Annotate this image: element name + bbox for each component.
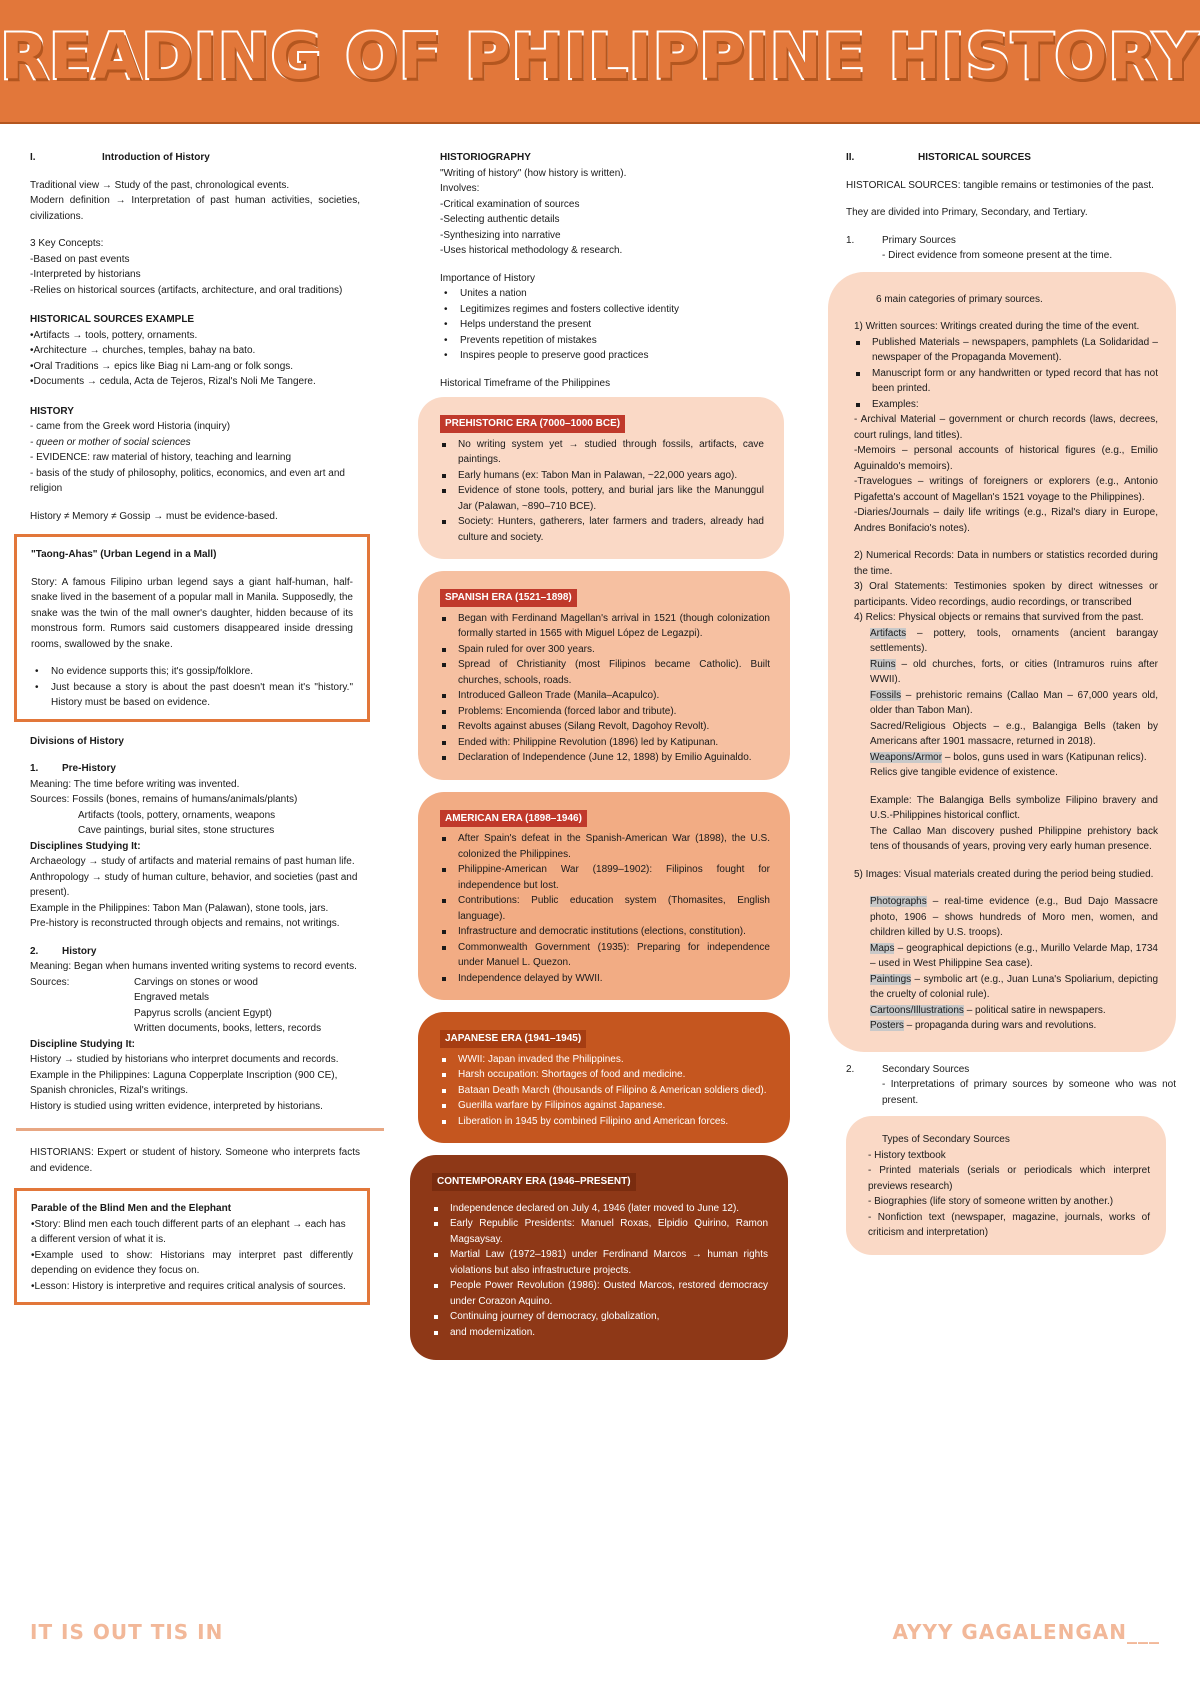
era-item: After Spain's defeat in the Spanish-American War (1898), the U.S. colonized the Philippines. bbox=[440, 831, 770, 862]
prehistory-number: 1. bbox=[30, 763, 39, 774]
written-item: Published Materials – newspapers, pamphlets (La Solidaridad – newspaper of the Propaganda Movement). bbox=[854, 335, 1158, 366]
era-item: Ended with: Philippine Revolution (1896) led by Katipunan. bbox=[440, 735, 770, 751]
era-item: Independence delayed by WWII. bbox=[440, 971, 770, 987]
written-example: -Diaries/Journals – daily life writings (e.g., Rizal's diary in Europe, Andres Bonifacio's notes). bbox=[854, 507, 1158, 534]
era-item: Spain ruled for over 300 years. bbox=[440, 642, 770, 658]
history-example: Example in the Philippines: Laguna Copperplate Inscription (900 CE), Spanish chronicles, Rizal's writings. bbox=[30, 1069, 338, 1096]
key-concept: -Relies on historical sources (artifacts, architecture, and oral traditions) bbox=[30, 284, 343, 296]
era-item: Began with Ferdinand Magellan's arrival in 1521 (though colonization formally started in 1565 with Miguel López de Legazpi). bbox=[440, 611, 770, 642]
era-label: AMERICAN ERA (1898–1946) bbox=[440, 810, 587, 828]
prehistory-meaning: Meaning: The time before writing was invented. bbox=[30, 778, 240, 790]
history-point: - EVIDENCE: raw material of history, teaching and learning bbox=[30, 452, 292, 463]
primary-definition: - Direct evidence from someone present at the time. bbox=[882, 250, 1113, 261]
importance-item: • Prevents repetition of mistakes bbox=[440, 333, 812, 349]
era-label: CONTEMPORARY ERA (1946–PRESENT) bbox=[432, 1173, 636, 1191]
prehistory-discipline: Archaeology → study of artifacts and material remains of past human life. bbox=[30, 856, 355, 867]
relic-text: – prehistoric remains (Callao Man – 67,000 years old, older than Tabon Man). bbox=[870, 689, 1158, 716]
written-example: -Memoirs – personal accounts of historical figures (e.g., Emilio Aguinaldo's memoirs). bbox=[854, 445, 1158, 472]
written-example: - Archival Material – government or church records (laws, decrees, court rulings, land titles). bbox=[854, 414, 1158, 441]
era-item: Evidence of stone tools, pottery, and burial jars like the Manunggul Jar (Palawan, ~890–710 BCE). bbox=[440, 483, 764, 514]
key-concepts-title: 3 Key Concepts: bbox=[30, 238, 104, 249]
era-item: People Power Revolution (1986): Ousted Marcos, restored democracy under Corazon Aquino. bbox=[432, 1278, 768, 1309]
secondary-heading bbox=[846, 1062, 1176, 1078]
era-item: Liberation in 1945 by combined Filipino and American forces. bbox=[440, 1114, 770, 1130]
era-item: Independence declared on July 4, 1946 (later moved to June 12). bbox=[432, 1201, 768, 1217]
source-example: •Documents → cedula, Acta de Tejeros, Rizal's Noli Me Tangere. bbox=[30, 376, 316, 387]
key-concept: -Interpreted by historians bbox=[30, 269, 141, 280]
section-number: I. bbox=[30, 152, 36, 163]
categories-title: 6 main categories of primary sources. bbox=[876, 293, 1043, 305]
relic-item bbox=[870, 657, 1158, 688]
image-item bbox=[870, 1018, 1158, 1034]
relic-text: – old churches, forts, or cities (Intramuros ruins after WWII). bbox=[870, 658, 1158, 685]
prehistoric-era-card bbox=[418, 397, 784, 559]
written-item: Examples: bbox=[854, 397, 1158, 413]
legend-point: • Just because a story is about the past doesn't mean it's "history." History must be based on evidence. bbox=[31, 680, 353, 711]
image-item bbox=[870, 1003, 1158, 1019]
prehistory-reconstruction: Pre-history is reconstructed through objects and remains, not writings. bbox=[30, 918, 340, 929]
prehistory-heading bbox=[30, 761, 360, 777]
footer-left-text: IT IS OUT TIS IN bbox=[30, 1620, 224, 1644]
prehistory-title: Pre-History bbox=[62, 763, 116, 774]
japanese-era-card bbox=[418, 1012, 790, 1143]
column-historical-sources bbox=[846, 150, 1176, 1255]
written-example: -Travelogues – writings of foreigners or explorers (e.g., Antonio Pigafetta's account of Magellan's 1521 voyage to the Philippines). bbox=[854, 476, 1158, 503]
contemporary-era-card bbox=[410, 1155, 788, 1360]
memory-note: History ≠ Memory ≠ Gossip → must be evidence-based. bbox=[30, 510, 278, 522]
history-title: HISTORY bbox=[30, 405, 74, 417]
relic-item bbox=[870, 719, 1158, 750]
era-item: Society: Hunters, gatherers, later farmers and traders, already had culture and society. bbox=[440, 514, 764, 545]
image-item bbox=[870, 972, 1158, 1003]
importance-item: • Inspires people to preserve good practices bbox=[440, 348, 812, 364]
section-heading-introduction bbox=[30, 150, 360, 166]
urban-legend-box bbox=[14, 534, 370, 722]
history-sources-label: Sources: bbox=[30, 976, 70, 988]
era-item: Harsh occupation: Shortages of food and medicine. bbox=[440, 1067, 770, 1083]
historiography-item: -Synthesizing into narrative bbox=[440, 229, 561, 241]
numerical-records: 2) Numerical Records: Data in numbers or statistics recorded during the time. bbox=[854, 550, 1158, 577]
title-banner bbox=[0, 0, 1200, 124]
image-label: Photographs bbox=[870, 896, 927, 907]
historiography-title: HISTORIOGRAPHY bbox=[440, 152, 531, 163]
era-item: Declaration of Independence (June 12, 1898) by Emilio Aguinaldo. bbox=[440, 750, 770, 766]
historians-definition: HISTORIANS: Expert or student of history. Someone who interprets facts and evidence. bbox=[30, 1147, 360, 1174]
prehistory-example: Example in the Philippines: Tabon Man (Palawan), stone tools, jars. bbox=[30, 902, 329, 914]
era-item: Bataan Death March (thousands of Filipino & American soldiers died). bbox=[440, 1083, 770, 1099]
relics: 4) Relics: Physical objects or remains that survived from the past. bbox=[854, 612, 1144, 623]
historiography-item: -Critical examination of sources bbox=[440, 198, 580, 210]
importance-item: • Legitimizes regimes and fosters collective identity bbox=[440, 302, 812, 318]
relic-item bbox=[870, 688, 1158, 719]
secondary-type: - Printed materials (serials or periodicals which interpret previews research) bbox=[868, 1165, 1150, 1192]
section-number: II. bbox=[846, 152, 855, 163]
era-label: SPANISH ERA (1521–1898) bbox=[440, 589, 577, 607]
importance-title: Importance of History bbox=[440, 272, 536, 284]
footer-right-text: AYYY GAGALENGAN___ bbox=[892, 1620, 1160, 1644]
legend-story: Story: A famous Filipino urban legend says a giant half-human, half-snake lived in the basement of a popular mall in Manila. Supposedly, the snake was the twin of the mall owner's daughter, hidden because of its monstrous form. Rumors said customers disappeared inside dressing rooms, swallowed by the snake. bbox=[31, 576, 353, 650]
parable-point: •Story: Blind men each touch different parts of an elephant → each has a different version of what it is. bbox=[31, 1218, 346, 1245]
era-item: Infrastructure and democratic institutions (elections, constitution). bbox=[440, 924, 770, 940]
history-division-title: History bbox=[62, 945, 97, 957]
relic-item bbox=[870, 750, 1158, 766]
parable-point: •Example used to show: Historians may interpret past differently depending on evidence they focus on. bbox=[31, 1249, 353, 1276]
traditional-view: Traditional view → Study of the past, chronological events. bbox=[30, 179, 290, 191]
relic-text: Sacred/Religious Objects – e.g., Balangiga Bells (taken by Americans after 1901 massacre, returned in 2018). bbox=[870, 720, 1158, 747]
historiography-item: -Selecting authentic details bbox=[440, 214, 560, 225]
era-item: Commonwealth Government (1935): Preparing for independence under Manuel L. Quezon. bbox=[440, 940, 770, 971]
timeline-title: Historical Timeframe of the Philippines bbox=[440, 377, 611, 389]
history-point: - basis of the study of philosophy, politics, economics, and even art and religion bbox=[30, 467, 345, 494]
era-item: and modernization. bbox=[432, 1325, 768, 1341]
source-example: •Artifacts → tools, pottery, ornaments. bbox=[30, 329, 198, 341]
history-note: History is studied using written evidence, interpreted by historians. bbox=[30, 1100, 323, 1112]
history-discipline-title: Discipline Studying It: bbox=[30, 1038, 136, 1050]
historical-sources-example-title: HISTORICAL SOURCES EXAMPLE bbox=[30, 314, 195, 325]
written-sources: 1) Written sources: Writings created during the time of the event. bbox=[854, 321, 1140, 332]
parable-title: Parable of the Blind Men and the Elephant bbox=[31, 1203, 232, 1214]
section-title: Introduction of History bbox=[102, 152, 210, 163]
legend-point: • No evidence supports this; it's gossip/folklore. bbox=[31, 664, 353, 680]
secondary-sources-box bbox=[846, 1116, 1166, 1255]
history-meaning: Meaning: Began when humans invented writing systems to record events. bbox=[30, 961, 357, 972]
parable-box bbox=[14, 1188, 370, 1305]
relic-example: The Callao Man discovery pushed Philippine prehistory back tens of thousands of years, proving very early human presence. bbox=[870, 825, 1158, 852]
primary-title: Primary Sources bbox=[882, 234, 956, 246]
era-label: PREHISTORIC ERA (7000–1000 BCE) bbox=[440, 415, 625, 433]
relic-item bbox=[870, 626, 1158, 657]
image-text: – political satire in newspapers. bbox=[963, 1004, 1106, 1016]
legend-title: "Taong-Ahas" (Urban Legend in a Mall) bbox=[31, 549, 217, 560]
relic-example: Example: The Balangiga Bells symbolize Filipino bravery and U.S.-Philippines historical conflict. bbox=[870, 794, 1158, 821]
era-item: Early humans (ex: Tabon Man in Palawan, ~22,000 years ago). bbox=[440, 468, 764, 484]
parable-point: •Lesson: History is interpretive and requires critical analysis of sources. bbox=[31, 1280, 346, 1292]
historiography-item: -Uses historical methodology & research. bbox=[440, 245, 623, 256]
history-source: Written documents, books, letters, records bbox=[134, 1023, 322, 1034]
section-divider bbox=[16, 1128, 384, 1131]
column-historiography bbox=[437, 150, 812, 1372]
image-item bbox=[870, 941, 1158, 972]
primary-sources-box bbox=[828, 272, 1176, 1052]
historiography-involves: Involves: bbox=[440, 183, 480, 194]
section-title: HISTORICAL SOURCES bbox=[918, 152, 1031, 163]
image-label: Paintings bbox=[870, 973, 912, 985]
secondary-type: - Nonfiction text (newspaper, magazine, journals, works of criticism and interpretation) bbox=[868, 1211, 1150, 1238]
source-example: •Oral Traditions → epics like Biag ni Lam-ang or folk songs. bbox=[30, 360, 294, 372]
images: 5) Images: Visual materials created during the period being studied. bbox=[854, 868, 1154, 880]
era-item: Continuing journey of democracy, globalization, bbox=[432, 1309, 768, 1325]
secondary-type: - Biographies (life story of someone written by another.) bbox=[868, 1196, 1114, 1207]
history-point: - came from the Greek word Historia (inquiry) bbox=[30, 421, 231, 432]
secondary-title: Secondary Sources bbox=[882, 1063, 970, 1075]
types-title: Types of Secondary Sources bbox=[882, 1134, 1010, 1145]
era-item: Early Republic Presidents: Manuel Roxas, Elpidio Quirino, Ramon Magsaysay. bbox=[432, 1216, 768, 1247]
prehistory-disciplines-title: Disciplines Studying It: bbox=[30, 840, 141, 852]
image-text: – geographical depictions (e.g., Murillo Velarde Map, 1734 – used in West Philippine Sea case). bbox=[870, 942, 1158, 969]
page-title: READING OF PHILIPPINE HISTORY bbox=[0, 20, 1200, 93]
history-source: Engraved metals bbox=[134, 992, 210, 1003]
image-item bbox=[870, 894, 1158, 941]
history-heading bbox=[30, 944, 360, 960]
section-heading-sources bbox=[846, 150, 1176, 166]
image-text: – propaganda during wars and revolutions. bbox=[903, 1020, 1097, 1031]
secondary-number: 2. bbox=[846, 1063, 855, 1075]
era-item: Contributions: Public education system (Thomasites, English language). bbox=[440, 893, 770, 924]
primary-heading bbox=[846, 233, 1176, 249]
written-item: Manuscript form or any handwritten or typed record that has not been printed. bbox=[854, 366, 1158, 397]
era-item: Spread of Christianity (most Filipinos became Catholic). Built churches, schools, roads. bbox=[440, 657, 770, 688]
key-concept: -Based on past events bbox=[30, 253, 130, 265]
history-number: 2. bbox=[30, 945, 39, 957]
history-point: - queen or mother of social sciences bbox=[30, 436, 191, 448]
relic-note: Relics give tangible evidence of existence. bbox=[870, 767, 1058, 778]
history-discipline: History → studied by historians who interpret documents and records. bbox=[30, 1054, 339, 1065]
era-item: Problems: Encomienda (forced labor and tribute). bbox=[440, 704, 770, 720]
divisions-title: Divisions of History bbox=[30, 735, 124, 747]
primary-number: 1. bbox=[846, 234, 855, 246]
era-item: Martial Law (1972–1981) under Ferdinand Marcos → human rights violations but also infrastructure projects. bbox=[432, 1247, 768, 1278]
image-text: – real-time evidence (e.g., Bud Dajo Massacre photo, 1906 – shows hundreds of Moro men, women, and children killed by U.S. troops). bbox=[870, 896, 1158, 938]
prehistory-source: Cave paintings, burial sites, stone structures bbox=[78, 825, 275, 836]
relic-label: Artifacts bbox=[870, 627, 907, 639]
era-item: Philippine-American War (1899–1902): Filipinos fought for independence but lost. bbox=[440, 862, 770, 893]
history-sources bbox=[30, 975, 360, 1037]
oral-statements: 3) Oral Statements: Testimonies spoken by direct witnesses or participants. Video recordings, audio recordings, or transcribed bbox=[854, 581, 1158, 608]
relic-label: Fossils bbox=[870, 689, 902, 701]
relic-text: – pottery, tools, ornaments (ancient barangay settlements). bbox=[870, 627, 1158, 654]
relic-label: Ruins bbox=[870, 658, 896, 670]
american-era-card bbox=[418, 792, 790, 1001]
source-example: •Architecture → churches, temples, bahay na bato. bbox=[30, 345, 256, 356]
prehistory-source: Artifacts (tools, pottery, ornaments, weapons bbox=[78, 809, 276, 821]
era-item: Guerilla warfare by Filipinos against Japanese. bbox=[440, 1098, 770, 1114]
sources-definition: HISTORICAL SOURCES: tangible remains or testimonies of the past. bbox=[846, 179, 1154, 191]
era-item: No writing system yet → studied through fossils, artifacts, cave paintings. bbox=[440, 437, 764, 468]
importance-item: • Helps understand the present bbox=[440, 317, 812, 333]
sources-divided: They are divided into Primary, Secondary, and Tertiary. bbox=[846, 207, 1088, 218]
relic-text: – bolos, guns used in wars (Katipunan relics). bbox=[942, 751, 1147, 763]
era-label: JAPANESE ERA (1941–1945) bbox=[440, 1030, 586, 1048]
spanish-era-card bbox=[418, 571, 790, 780]
era-item: WWII: Japan invaded the Philippines. bbox=[440, 1052, 770, 1068]
relic-label: Weapons/Armor bbox=[870, 751, 943, 763]
prehistory-source: Sources: Fossils (bones, remains of humans/animals/plants) bbox=[30, 794, 298, 805]
history-source: Papyrus scrolls (ancient Egypt) bbox=[134, 1007, 272, 1019]
image-label: Cartoons/Illustrations bbox=[870, 1004, 964, 1016]
history-source: Carvings on stones or wood bbox=[134, 976, 258, 988]
image-text: – symbolic art (e.g., Juan Luna's Spoliarium, depicting the cruelty of colonial rule). bbox=[870, 973, 1158, 1000]
importance-item: • Unites a nation bbox=[440, 286, 812, 302]
image-label: Maps bbox=[870, 942, 895, 954]
secondary-type: - History textbook bbox=[868, 1149, 946, 1161]
era-item: Introduced Galleon Trade (Manila–Acapulco). bbox=[440, 688, 770, 704]
secondary-definition: - Interpretations of primary sources by someone who was not present. bbox=[882, 1079, 1176, 1106]
prehistory-discipline: Anthropology → study of human culture, behavior, and societies (past and present). bbox=[30, 871, 358, 898]
era-item: Revolts against abuses (Silang Revolt, Dagohoy Revolt). bbox=[440, 719, 770, 735]
image-label: Posters bbox=[870, 1020, 904, 1031]
column-introduction bbox=[30, 150, 360, 1317]
modern-definition: Modern definition → Interpretation of past human activities, societies, civilizations. bbox=[30, 195, 360, 222]
historiography-definition: "Writing of history" (how history is written). bbox=[440, 167, 627, 179]
